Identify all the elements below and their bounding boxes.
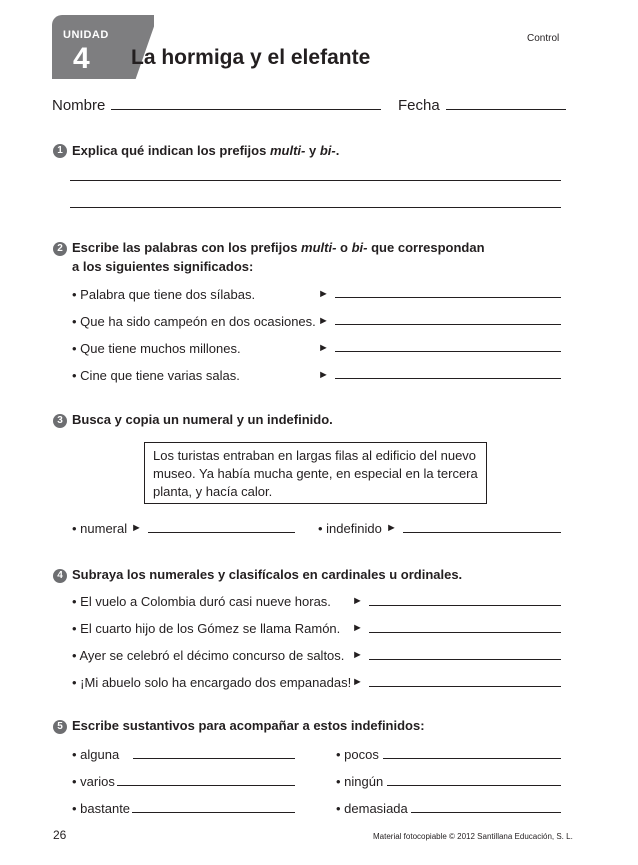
q1-text-c: . [335,143,340,158]
name-blank[interactable] [111,96,381,110]
question-1-text [72,141,339,160]
q1-prefix-bi: bi- [319,143,336,158]
q5-left-item-1: • alguna [72,747,120,762]
q4-answer-line-3[interactable] [369,659,561,660]
q5-left-item-2: • varios [72,774,115,789]
q5-right-answer-line-3[interactable] [411,812,561,813]
q2-prefix-multi: multi- [301,240,337,255]
page-title: La hormiga y el elefante [131,46,371,69]
q2-item-3: • Que tiene muchos millones. [72,341,241,356]
arrow-icon: ► [318,288,329,300]
arrow-icon: ► [318,342,329,354]
q5-left-answer-line-2[interactable] [117,785,295,786]
q2-item-1: • Palabra que tiene dos sílabas. [72,287,256,302]
q2-answer-line-1[interactable] [335,297,561,298]
passage-line: museo. Ya había mucha gente, en especial en la tercera [153,466,478,481]
reading-passage [144,442,487,504]
passage-line: Los turistas entraban en largas filas al edificio del nuevo [153,448,477,463]
unit-label: UNIDAD [63,29,109,41]
question-4-text: Subraya los numerales y clasifícalos en cardinales u ordinales. [72,567,463,582]
q5-right-answer-line-2[interactable] [387,785,561,786]
name-label: Nombre [52,97,106,114]
date-blank[interactable] [446,96,566,110]
question-2-number: 2 [53,242,67,256]
q5-right-item-3: • demasiada [336,801,408,816]
q2-answer-line-2[interactable] [335,324,561,325]
q2-text-b: o [336,240,352,255]
question-1-number: 1 [53,144,67,158]
q1-text-a: Explica qué indican los prefijos [72,143,270,158]
arrow-icon: ► [386,522,397,534]
q4-answer-line-4[interactable] [369,686,561,687]
q4-item-3: • Ayer se celebró el décimo concurso de saltos. [72,648,345,663]
question-3-number: 3 [53,414,67,428]
date-label: Fecha [398,97,440,114]
q5-right-item-2: • ningún [336,774,384,789]
q1-answer-line-1[interactable] [70,180,561,181]
q4-answer-line-1[interactable] [369,605,561,606]
q5-right-item-1: • pocos [336,747,379,762]
date-field[interactable] [398,96,566,114]
question-2-text [72,238,485,276]
question-5-text: Escribe sustantivos para acompañar a estos indefinidos: [72,718,425,733]
arrow-icon: ► [131,522,142,534]
q5-left-answer-line-3[interactable] [132,812,295,813]
q2-prefix-bi: bi- [351,240,368,255]
q2-item-4: • Cine que tiene varias salas. [72,368,240,383]
question-3-text: Busca y copia un numeral y un indefinido. [72,412,333,427]
q3-indefinite-label: • indefinido [318,521,382,536]
q2-answer-line-4[interactable] [335,378,561,379]
q5-right-answer-line-1[interactable] [383,758,561,759]
passage-line: planta, y hacía calor. [153,484,273,499]
q3-numeral-label: • numeral [72,521,128,536]
q2-text-a: Escribe las palabras con los prefijos [72,240,302,255]
question-4-number: 4 [53,569,67,583]
arrow-icon: ► [318,369,329,381]
q5-left-answer-line-1[interactable] [133,758,295,759]
q3-numeral-answer-line[interactable] [148,532,295,533]
q2-text-c: que correspondan [367,240,485,255]
name-field[interactable] [52,96,381,114]
question-5-number: 5 [53,720,67,734]
arrow-icon: ► [352,649,363,661]
q4-item-2: • El cuarto hijo de los Gómez se llama Ramón. [72,621,341,636]
q2-item-2: • Que ha sido campeón en dos ocasiones. [72,314,316,329]
copyright-notice: Material fotocopiable © 2012 Santillana Educación, S. L. [373,832,573,841]
q1-answer-line-2[interactable] [70,207,561,208]
q3-indefinite-answer-line[interactable] [403,532,561,533]
q2-text-line2: a los siguientes significados: [72,259,254,274]
q4-item-1: • El vuelo a Colombia duró casi nueve horas. [72,594,331,609]
q4-answer-line-2[interactable] [369,632,561,633]
arrow-icon: ► [352,595,363,607]
page-number: 26 [53,828,67,842]
q1-prefix-multi: multi- [269,143,306,158]
q1-text-b: y [305,143,320,158]
section-label: Control [527,33,560,44]
q2-answer-line-3[interactable] [335,351,561,352]
arrow-icon: ► [352,622,363,634]
q5-left-item-3: • bastante [72,801,131,816]
q4-item-4: • ¡Mi abuelo solo ha encargado dos empanadas! [72,675,352,690]
arrow-icon: ► [318,315,329,327]
unit-number: 4 [73,42,90,75]
arrow-icon: ► [352,676,363,688]
